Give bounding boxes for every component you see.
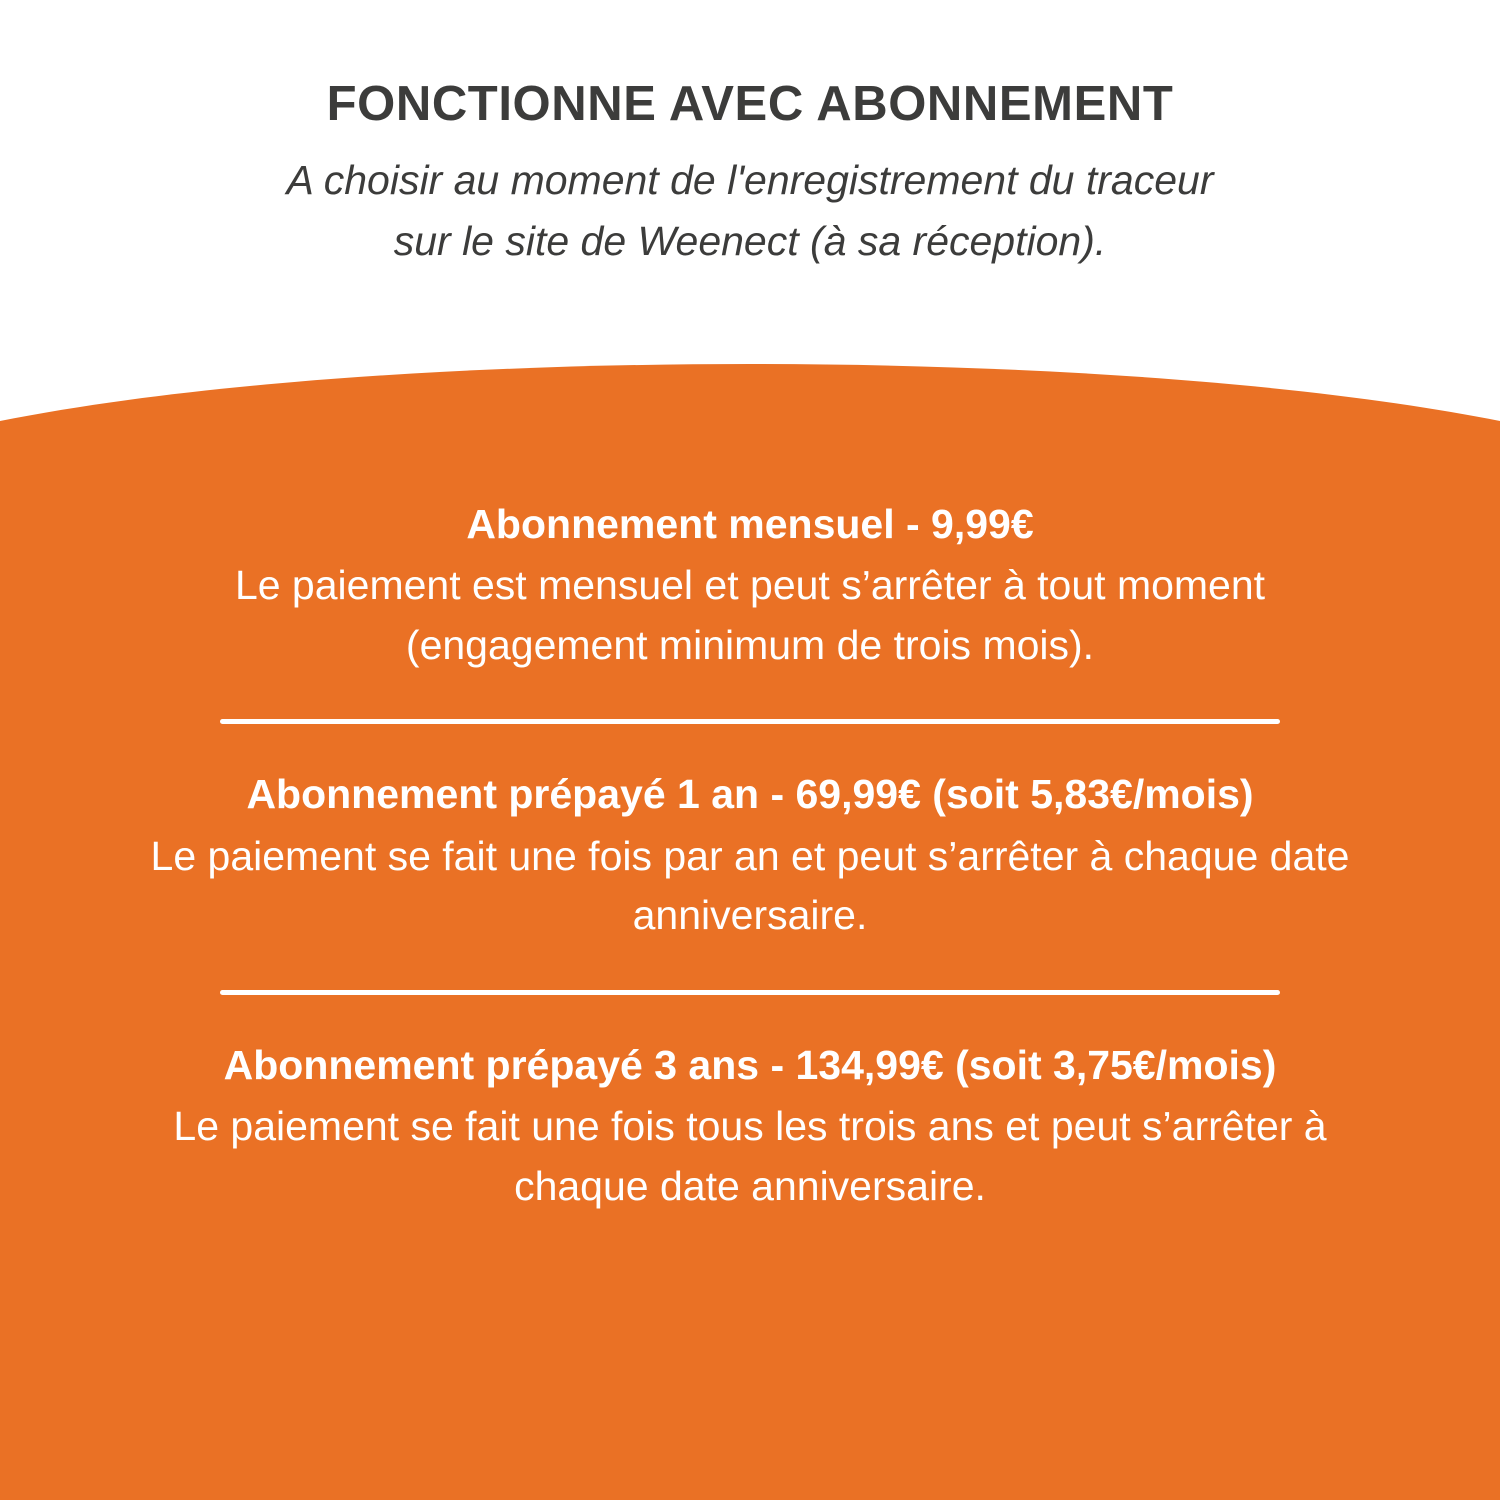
plan-monthly [110,498,1390,675]
plan-title: Abonnement mensuel - 9,99€ [466,501,1034,547]
header-subtitle-line-2: sur le site de Weenect (à sa réception). [393,217,1107,264]
plan-description: Le paiement se fait une fois tous les trois ans et peut s’arrêter à chaque date anniversaire. [173,1103,1327,1209]
header-subtitle [190,150,1310,271]
plan-prepaid-1-year [110,768,1390,945]
pricing-plan-list [0,423,1500,1500]
plan-description: Le paiement est mensuel et peut s’arrêter à tout moment (engagement minimum de trois mois). [234,562,1266,668]
pricing-panel [0,363,1500,1500]
page-title: FONCTIONNE AVEC ABONNEMENT [326,77,1174,131]
poster-header [0,0,1500,400]
plan-prepaid-3-years [110,1039,1390,1216]
header-subtitle-line-1: A choisir au moment de l'enregistrement du traceur [286,156,1214,203]
plan-description: Le paiement se fait une fois par an et peut s’arrêter à chaque date anniversaire. [150,832,1350,939]
plan-divider [220,719,1280,724]
plan-divider [220,990,1280,995]
plan-title: Abonnement prépayé 1 an - 69,99€ (soit 5,83€/mois) [246,771,1254,818]
plan-title: Abonnement prépayé 3 ans - 134,99€ (soit 3,75€/mois) [223,1041,1277,1088]
